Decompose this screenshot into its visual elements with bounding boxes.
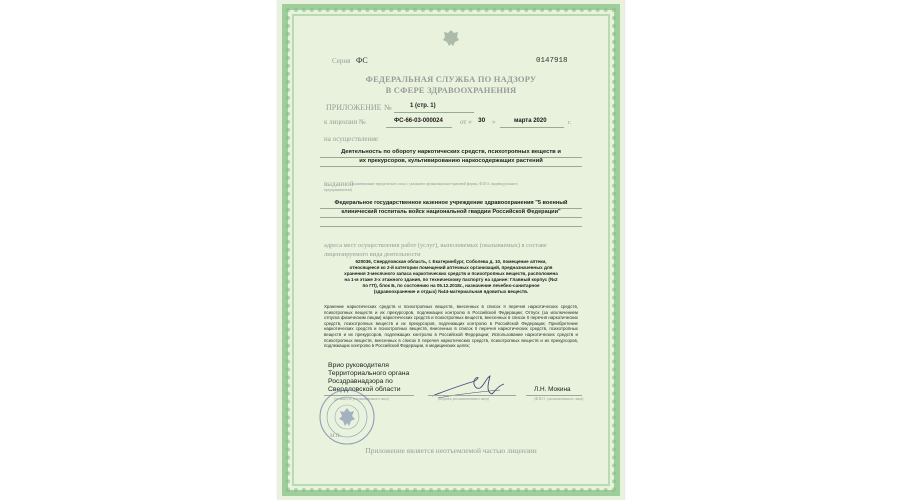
series-value: ФС bbox=[356, 56, 368, 65]
activity-line2: их прекурсоров, культивированию наркосодержащих растений bbox=[359, 158, 543, 164]
address-line-4: по ГП), блок Б, по состоянию на 05.12.2018г., назначение лечебно-санитарное bbox=[362, 283, 540, 288]
agency-title-line1: ФЕДЕРАЛЬНАЯ СЛУЖБА ПО НАДЗОРУ bbox=[365, 74, 537, 84]
signatory-position-note: (должность уполномоченного лица) bbox=[334, 397, 390, 401]
license-appendix-sheet bbox=[278, 0, 624, 500]
issued-org-line1: Федеральное государственное казенное учреждение здравоохранения "5 военный bbox=[334, 200, 568, 206]
signatory-name-note: (Ф.И.О. уполномоченного лица) bbox=[534, 397, 584, 401]
license-prefix: к лицензии № bbox=[324, 118, 366, 126]
signatory-line3: Росздравнадзора по bbox=[328, 378, 393, 385]
official-stamp-icon bbox=[318, 388, 376, 446]
appendix-no-sign: № bbox=[384, 103, 392, 112]
issued-note-line1: (наименование юридического лица с указанием организационно-правовой формы, Ф.И.О. индивидуального bbox=[352, 182, 518, 186]
license-year-suffix: г. bbox=[568, 120, 572, 126]
works-paragraph: Хранение наркотических средств и психотропных веществ, внесенных в список II перечня наркотических средств, психотропных веществ и их прекурсоров, подлежащих контролю в Российской Федерации; Отпуск (за исключением отпуска физическим лицам) наркотических средств и психотропных веществ, внесенных в список II перечня наркотических средств, психотропных веществ и их прекурсоров, подлежащих контролю в Российской Федерации; Приобретение наркотических средств и психотропных веществ, внесенных в список II перечня наркотических средств, психотропных веществ и их прекурсоров, подлежащих контролю в Российской Федерации; Использование наркотических средств и психотропных веществ, внесенных в список II перечня наркотических средств, психотропных веществ и их прекурсоров, подлежащих контролю в Российской Федерации, в медицинских целях; bbox=[324, 304, 578, 349]
license-from-label: от « bbox=[460, 118, 472, 126]
series-label: Серия bbox=[332, 57, 351, 65]
signature-note: (подпись уполномоченного лица) bbox=[438, 397, 490, 401]
address-line-1: относящееся ко 2-й категории помещений аптечных организаций, предназначенных для bbox=[349, 265, 553, 270]
agency-title-line2: В СФЕРЕ ЗДРАВООХРАНЕНИЯ bbox=[385, 85, 517, 95]
activity-label: на осуществление bbox=[324, 135, 379, 143]
issued-note-line2: предпринимателя) bbox=[324, 188, 353, 192]
stamp-label: М.П. bbox=[330, 434, 341, 439]
address-label-line1: адреса мест осуществления работ (услуг), выполняемых (оказываемых) в составе bbox=[324, 242, 547, 249]
appendix-label: ПРИЛОЖЕНИЕ bbox=[326, 103, 382, 112]
form-number: 0147918 bbox=[536, 57, 568, 65]
license-number: ФС-66-03-000024 bbox=[394, 118, 443, 124]
activity-line1: Деятельность по обороту наркотических средств, психотропных веществ и bbox=[341, 149, 561, 155]
issued-org-line2: клинический госпиталь войск национальной гвардии Российской Федерации" bbox=[341, 209, 561, 215]
signatory-line1: Врио руководителя bbox=[328, 362, 389, 369]
address-line-0: 620036, Свердловская область, г. Екатеринбург, Соболева д. 10, помещение аптеки, bbox=[355, 259, 547, 264]
appendix-value: 1 (стр. 1) bbox=[410, 103, 436, 109]
address-label-line2: лицензируемого вида деятельности bbox=[324, 251, 421, 258]
license-month-year: марта 2020 bbox=[514, 118, 547, 124]
signatory-name: Л.Н. Мокина bbox=[534, 386, 571, 393]
license-day: 30 bbox=[478, 117, 486, 124]
license-day-close: » bbox=[492, 118, 496, 126]
issued-label: выданной bbox=[324, 180, 354, 188]
signatory-line2: Территориального органа bbox=[328, 370, 410, 377]
address-line-3: на 1-м этаже 3-х этажного здания, по техническому паспорту на здание: Главный корпус (№2 bbox=[344, 277, 558, 282]
address-line-2: хранения 3-месячного запаса наркотических средств и психотропных веществ, расположена bbox=[344, 271, 558, 276]
footer-note: Приложение является неотъемлемой частью лицензии bbox=[365, 446, 537, 455]
signatory-line4: Свердловской области bbox=[328, 386, 401, 393]
address-line-5: (здравоохранение и отдых) №44-материальная ядовитых веществ. bbox=[373, 289, 529, 294]
coat-of-arms-icon bbox=[442, 28, 460, 48]
